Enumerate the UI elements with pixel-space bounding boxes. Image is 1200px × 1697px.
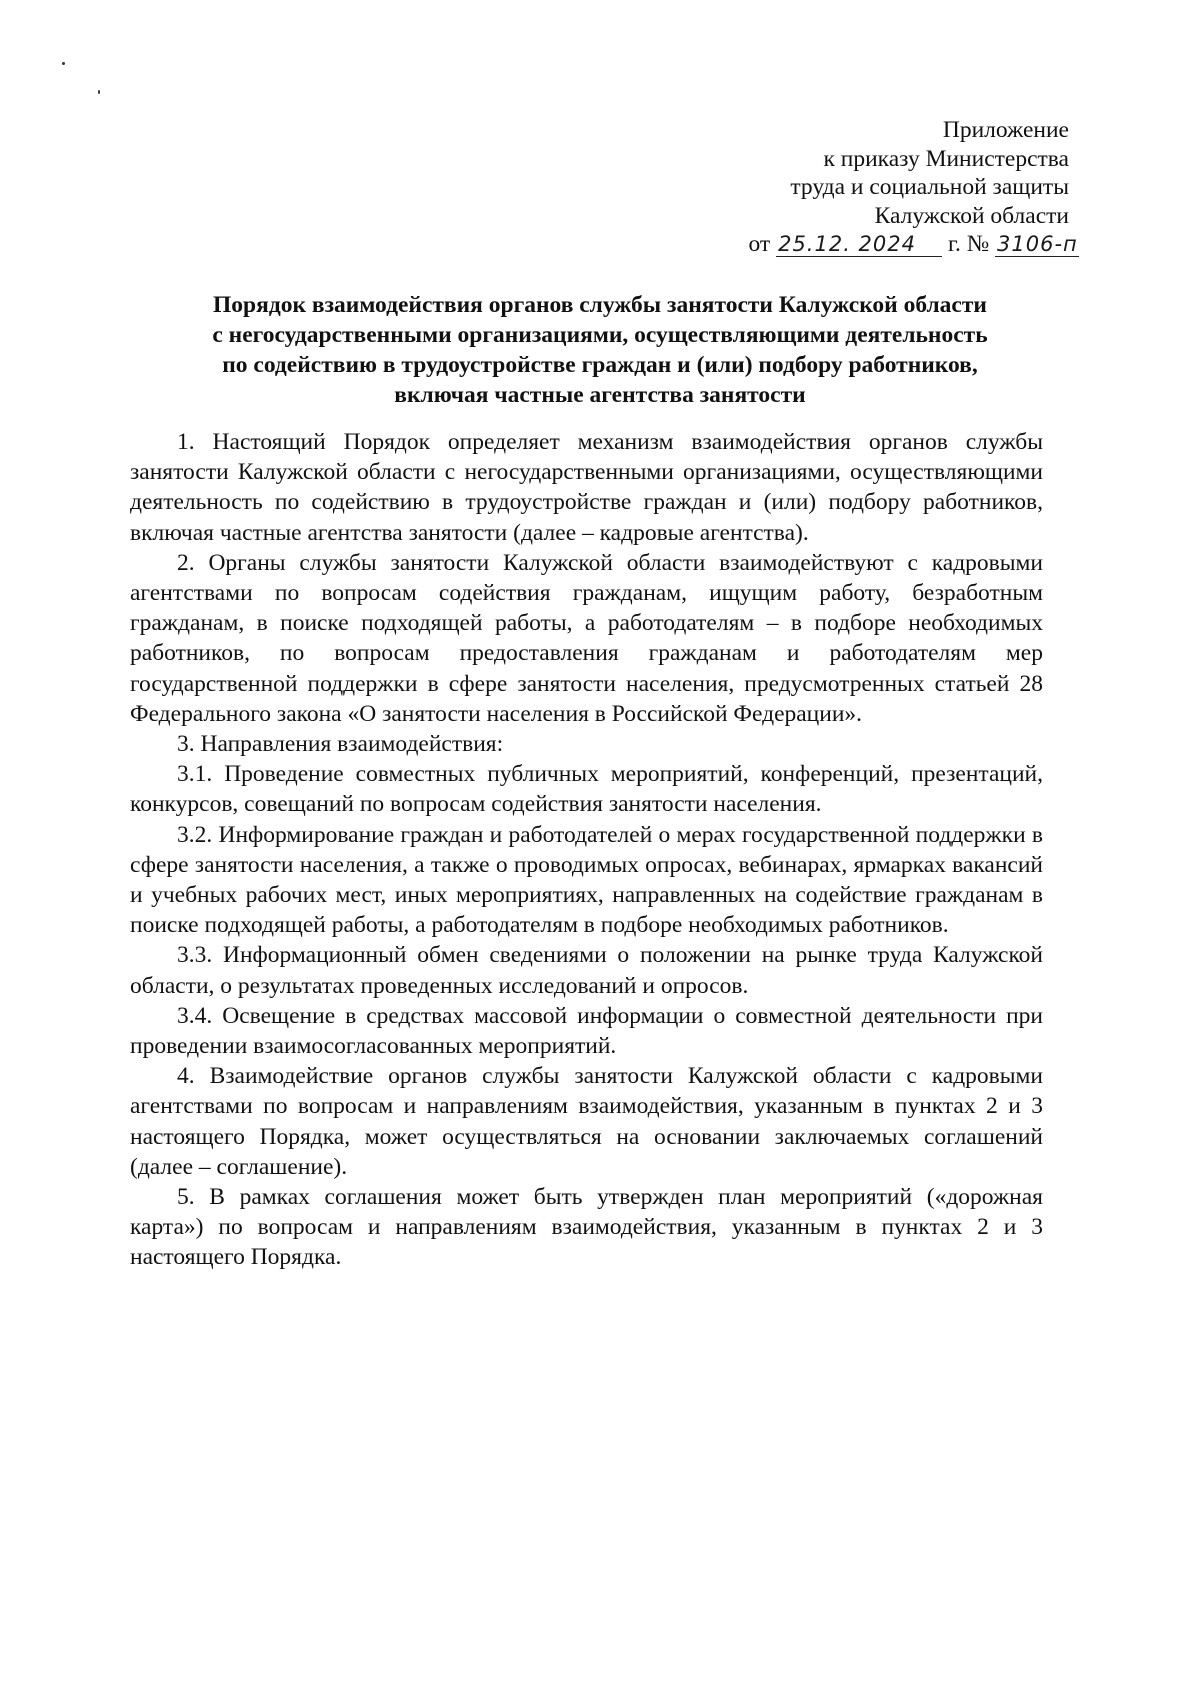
order-reference bbox=[549, 230, 1078, 259]
paragraph-3-1: 3.1. Проведение совместных публичных мероприятий, конференций, презентаций, конкурсов, совещаний по вопросам содействия занятости населения. bbox=[130, 761, 1043, 818]
title-line: по содействию в трудоустройстве граждан и (или) подбору работников, bbox=[222, 352, 978, 378]
paragraph-3-4: 3.4. Освещение в средствах массовой информации о совместной деятельности при проведении взаимосогласованных мероприятий. bbox=[130, 1002, 1043, 1060]
header-line: Калужской области bbox=[874, 202, 1069, 229]
order-date: 25.12. 2024 bbox=[776, 232, 942, 257]
appendix-header bbox=[549, 116, 1078, 259]
title-line: с негосударственными организациями, осуществляющими деятельность bbox=[212, 322, 988, 348]
title-line: включая частные агентства занятости bbox=[394, 382, 806, 408]
header-line: труда и социальной защиты bbox=[790, 174, 1069, 200]
paragraph-1: 1. Настоящий Порядок определяет механизм взаимодействия органов службы занятости Калужской области с негосударственными организациями, осуществляющими деятельность по содействию в трудоустройстве граждан и (или) подбору работников, включая частные агентства занятости (далее – кадровые агентства). bbox=[130, 429, 1043, 546]
scan-speck bbox=[98, 90, 100, 94]
paragraph-4: 4. Взаимодействие органов службы занятости Калужской области с кадровыми агентствами по вопросам и направлениям взаимодействия, указанным в пунктах 2 и 3 настоящего Порядка, может осуществляться на основании заключаемых соглашений (далее – соглашение). bbox=[130, 1063, 1043, 1180]
paragraph-3-2: 3.2. Информирование граждан и работодателей о мерах государственной поддержки в сфере занятости населения, а также о проводимых опросах, вебинарах, ярмарках вакансий и учебных рабочих мест, иных мероприятиях, направленных на содействие гражданам в поиске подходящей работы, а работодателям в подборе необходимых работников. bbox=[130, 821, 1043, 939]
document-body bbox=[130, 427, 1043, 1273]
title-line: Порядок взаимодействия органов службы занятости Калужской области bbox=[213, 292, 987, 318]
paragraph-2: 2. Органы службы занятости Калужской области взаимодействуют с кадровыми агентствами по вопросам содействия гражданам, ищущим работу, безработным гражданам, в поиске подходящей работы, а работодателям – в подборе необходимых работников, по вопросам предоставления гражданам и работодателям мер государственной поддержки в сфере занятости населения, предусмотренных статьей 28 Федерального закона «О занятости населения в Российской Федерации». bbox=[130, 549, 1043, 727]
document-title bbox=[130, 290, 1070, 410]
order-mid: г. № bbox=[947, 231, 990, 257]
paragraph-5: 5. В рамках соглашения может быть утвержден план мероприятий («дорожная карта») по вопросам и направлениям взаимодействия, указанным в пунктах 2 и 3 настоящего Порядка. bbox=[130, 1184, 1043, 1271]
header-line: к приказу Министерства bbox=[823, 145, 1069, 172]
paragraph-3: 3. Направления взаимодействия: bbox=[177, 731, 504, 758]
header-line: Приложение bbox=[942, 117, 1069, 143]
order-number: 3106-п bbox=[997, 232, 1078, 256]
scan-speck bbox=[62, 62, 65, 65]
order-prefix: от bbox=[748, 231, 771, 257]
paragraph-3-3: 3.3. Информационный обмен сведениями о положении на рынке труда Калужской области, о результатах проведенных исследований и опросов. bbox=[130, 942, 1043, 999]
